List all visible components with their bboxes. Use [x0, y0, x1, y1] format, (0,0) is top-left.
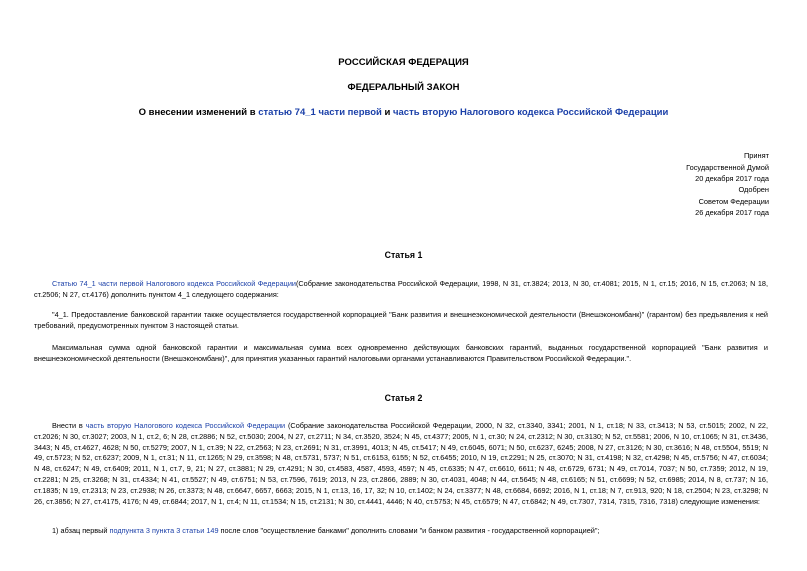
duma-adopted-label: Принят	[743, 151, 769, 160]
article-1-paragraph-1	[34, 279, 768, 301]
article-2-paragraph-2	[34, 526, 768, 537]
paragraph-text: 1) абзац первый	[52, 526, 110, 535]
article-1-heading: Статья 1	[384, 250, 423, 260]
tax-code-part2-link[interactable]: часть вторую Налогового кодекса Российской Федерации	[392, 107, 669, 118]
paragraph-text: после слов "осуществление банками" дополнить словами "и банком развития - государственной корпорацией";	[218, 526, 600, 535]
council-name: Советом Федерации	[698, 196, 769, 206]
law-title-text: О внесении изменений в	[138, 107, 259, 118]
article-74-1-code-link[interactable]: Статью 74_1 части первой Налогового кодекса Российской Федерации	[52, 279, 296, 288]
article-74-1-link[interactable]: статью 74_1 части первой	[258, 107, 382, 118]
duma-date: 20 декабря 2017 года	[695, 174, 769, 183]
article-2-paragraph-1	[34, 421, 768, 507]
law-title	[0, 107, 807, 118]
country-heading: РОССИЙСКАЯ ФЕДЕРАЦИЯ	[338, 57, 469, 68]
law-title-text: и	[381, 107, 393, 118]
article-1-paragraph-2	[34, 310, 768, 332]
article-1-paragraph-3	[34, 343, 768, 365]
article-149-subclause-link[interactable]: подпункта 3 пункта 3 статьи 149	[109, 526, 219, 535]
law-type-heading: ФЕДЕРАЛЬНЫЙ ЗАКОН	[347, 82, 460, 93]
paragraph-text: Максимальная сумма одной банковской гарантии и максимальная сумма всех одновременно действующих банковских гарантий, выданных государственной корпорацией "Банк развития и внешнеэкономической деятельности (Внешэкономбанк)", для принятия указанных гарантий налоговыми органами устанавливаются Правительством Российской Федерации.".	[34, 343, 768, 363]
paragraph-text: (Собрание законодательства Российской Федерации, 2000, N 32, ст.3340, 3341; 2001, N 1, ст.18; N 33, ст.3413; N 53, ст.5015; 2002, N 22, ст.2026; N 30, ст.3027; 2003, N 1, ст.2, 6; N 28, ст.2886; N 52, ст.5030; 2004, N 27, ст.2711; N 34, ст.3520, 3524; N 45, ст.4377; 2005, N 1, ст.30; N 24, ст.2312; N 30, ст.3130; N 52, ст.5581; 2006, N 10, ст.1065; N 31, ст.3436, 3443; N 45, ст.4627, 4628; N 50, ст.5279; 2007, N 1, ст.39; N 22, ст.2563; N 23, ст.2691; N 31, ст.3991, 4013; N 45, ст.5417; N 49, ст.6045, 6071; N 50, ст.6237, 6245; 2008, N 27, ст.3126; N 30, ст.3616; N 48, ст.5504, 5519; N 49, ст.5723; N 52, ст.6237; 2009, N 1, ст.31; N 11, ст.1265; N 29, ст.3598; N 48, ст.5731, 5737; N 51, ст.6153, 6155; N 52, ст.6455; 2010, N 19, ст.2291; N 25, ст.3070; N 31, ст.4198; N 32, ст.4298; N 45, ст.5756; N 47, ст.6034; N 48, ст.6247; N 49, ст.6409; 2011, N 1, ст.7, 9, 21; N 27, ст.3881; N 29, ст.4291; N 30, ст.4583, 4587, 4593, 4597; N 45, ст.6335; N 47, ст.6610, 6611; N 48, ст.6729, 6731; N 49, ст.7014, 7037; N 50, ст.7359; 2012, N 19, ст.2281; N 25, ст.3268; N 31, ст.4334; N 41, ст.5527; N 49, ст.6751; N 53, ст.7596, 7619; 2013, N 23, ст.2866, 2889; N 30, ст.4031, 4048; N 44, ст.5645; N 48, ст.6165; N 51, ст.6699; N 52, ст.6985; 2014, N 8, ст.737; N 16, ст.1835; N 19, ст.2313; N 23, ст.2938; N 26, ст.3373; N 48, ст.6647, 6657, 6663; 2015, N 1, ст.13, 16, 17, 32; N 10, ст.1402; N 24, ст.3377; N 48, ст.6684, 6692; 2016, N 1, ст.18; N 7, ст.913, 920; N 18, ст.2504; N 23, ст.3298; N 26, ст.3856; N 27, ст.4175, 4176; N 49, ст.6844; 2017, N 1, ст.4; N 11, ст.1534; N 15, ст.2131; N 30, ст.4441, 4446; N 40, ст.5753; N 45, ст.6579; N 47, ст.6842; N 49, ст.7307, 7314, 7315, 7316, 7318) следующие изменения:	[34, 421, 769, 506]
duma-name: Государственной Думой	[686, 162, 769, 172]
paragraph-text: Внести в	[52, 421, 86, 430]
council-approval-block	[695, 184, 769, 219]
paragraph-text: "4_1. Предоставление банковской гарантии также осуществляется государственной корпорацией "Банк развития и внешнеэкономической деятельности (Внешэкономбанк)" (гарантом) без предъявления к ней требований, предусмотренных пунктом 3 настоящей статьи.	[34, 310, 768, 330]
council-approved-label: Одобрен	[738, 185, 769, 194]
council-date: 26 декабря 2017 года	[695, 208, 769, 217]
article-2-heading: Статья 2	[384, 393, 423, 403]
paragraph-text: (Собрание законодательства Российской Федерации, 1998, N 31, ст.3824; 2013, N 30, ст.4081; 2015, N 1, ст.15; 2016, N 15, ст.2063; N 18, ст.2506; N 27, ст.4176) дополнить пунктом 4_1 следующего содержания:	[34, 279, 768, 299]
tax-code-part2-ref-link[interactable]: часть вторую Налогового кодекса Российской Федерации	[85, 421, 286, 430]
duma-adoption-block	[686, 150, 769, 185]
